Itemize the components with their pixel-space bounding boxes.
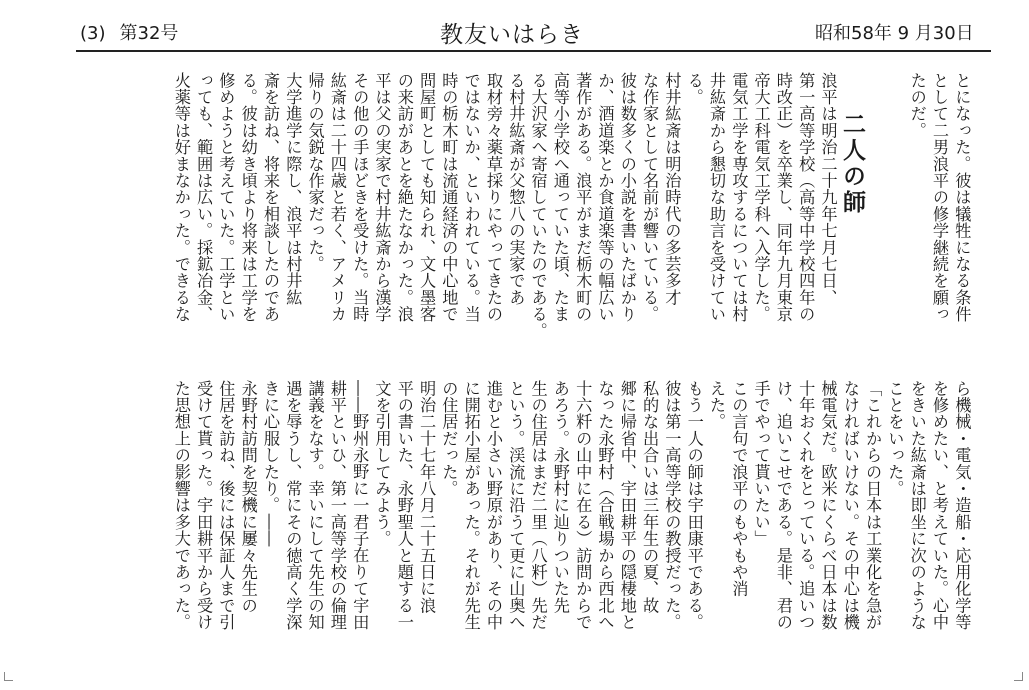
text-column: 耕平といひ、第一高等学校の倫理 <box>327 380 347 631</box>
text-column: 彼は第一高等学校の教授だった。 <box>662 380 682 631</box>
text-column: 斎を訪ね、将来を相談したのであ <box>260 72 280 323</box>
text-column: 明治二十七年八月二十五日に浪 <box>417 380 437 614</box>
text-column: 十六粁の山中に在る）訪問からで <box>573 380 593 631</box>
text-column: け、追いこせである。是非、君の <box>773 380 793 631</box>
text-column: か、酒道楽とか食道楽等の幅広い <box>595 72 615 323</box>
publication-date: 昭和58年 9 月30日 <box>815 23 974 44</box>
text-column: 生の住居はまだ二里（八粁）先だ <box>528 380 548 631</box>
text-column: 郷に帰省中、宇田耕平の隠棲地と <box>617 380 637 631</box>
text-column: をきいた紘斎は即坐に次のような <box>907 380 927 631</box>
text-column: た思想上の影響は多大であった。 <box>171 380 191 631</box>
text-column: 高等小学校へ通っていた頃、たま <box>550 72 570 323</box>
text-column: 械電気だ。欧米にくらべ日本は数 <box>818 380 838 631</box>
page-issue-label <box>80 19 178 45</box>
issue-number: 第32号 <box>119 23 179 44</box>
scan-corner-mark <box>1014 672 1023 681</box>
text-column: 村井紘斎は明治時代の多芸多才 <box>662 72 682 306</box>
text-column: もう一人の師は宇田康平である。 <box>684 380 704 631</box>
text-column: 進むと小さい野原があり、その中 <box>483 380 503 631</box>
text-column: 講義をなす。幸いにして先生の知 <box>305 380 325 631</box>
text-column: として二男浪平の修学継続を願っ <box>929 72 949 323</box>
text-column: 受けて貰った。宇田耕平から受け <box>194 380 214 631</box>
text-column: る村井紘斎が父惣八の実家であ <box>506 72 526 306</box>
text-column: 住居を訪ね、後には保証人まで引 <box>216 380 236 631</box>
text-column: 浪平は明治二十九年七月七日、 <box>818 72 838 306</box>
text-column: 大学進学に際し、浪平は村井紘 <box>283 72 303 306</box>
text-column: この言句で浪平のもやもや消 <box>729 380 749 598</box>
text-column: 「これからの日本は工業化を急が <box>863 380 883 631</box>
text-column: ことをいった。 <box>885 380 905 497</box>
text-column: たのだ。 <box>907 72 927 139</box>
text-column: る。彼は幼き頃より将来は工学を <box>238 72 258 323</box>
text-column: 文を引用してみよう。 <box>372 380 392 547</box>
text-column: という。渓流に沿うて更に山奥へ <box>506 380 526 631</box>
text-column: 彼は数多くの小説を書いたばかり <box>617 72 637 323</box>
scan-corner-mark <box>4 672 13 681</box>
text-column: に開拓小屋があった。それが先生 <box>461 380 481 631</box>
text-column: ――野州永野に一君子在りて宇田 <box>350 380 370 631</box>
text-column: なった永野村（合戦場から西北へ <box>595 380 615 631</box>
text-column: 修めようと考えていた。工学とい <box>216 72 236 323</box>
text-column: その他の手ほどきを受けた。当時 <box>350 72 370 323</box>
text-column: ら機械・電気・造船・応用化学等 <box>952 380 972 631</box>
text-column: えた。 <box>706 380 726 431</box>
text-column: 取材旁々薬草採りにやってきたの <box>483 72 503 323</box>
text-column: 火薬等は好まなかった。できるな <box>171 72 191 323</box>
text-column: 時改正）を卒業し、同年九月東京 <box>773 72 793 323</box>
text-column: 著作がある。浪平がまだ栃木町の <box>573 72 593 323</box>
text-column: きに心服したり。―― <box>260 380 280 547</box>
text-column: 問屋町としても知られ、文人墨客 <box>417 72 437 323</box>
text-column: の来訪があとを絶たなかった。浪 <box>394 72 414 323</box>
text-column: 私的な出合いは三年生の夏、故 <box>640 380 660 614</box>
text-column: 永野村訪問を契機に屢々先生の <box>238 380 258 614</box>
text-column: 紘斎は二十四歳と若く、アメリカ <box>327 72 347 323</box>
text-column: あろう。永野村に辿りついた先 <box>550 380 570 614</box>
header-rule <box>76 50 991 52</box>
text-column: 第一高等学校（高等中学校四年の <box>796 72 816 323</box>
text-column: 十年おくれをとっている。追いつ <box>796 380 816 631</box>
newsletter-title: 教友いはらき <box>440 22 584 48</box>
text-column: ではないか、といわれている。当 <box>461 72 481 323</box>
text-column: 井紘斎から懇切な助言を受けてい <box>706 72 726 323</box>
text-column: 時の栃木町は流通経済の中心地で <box>439 72 459 323</box>
text-column: る大沢家へ寄宿していたのである。 <box>528 72 548 340</box>
text-column: とになった。彼は犠牲になる条件 <box>952 72 972 323</box>
text-column: っても、範囲は広い。採鉱冶金、 <box>194 72 214 323</box>
text-column: 手でやって貰いたい」 <box>751 380 771 547</box>
text-column: な作家として名前が響いている。 <box>640 72 660 323</box>
section-heading: 二人の師 <box>839 112 865 216</box>
page-header <box>0 0 1029 58</box>
page-number: (3) <box>80 23 106 44</box>
text-column: 平は父の実家で村井紘斎から漢学 <box>372 72 392 323</box>
text-column: る。 <box>684 72 704 106</box>
text-column: の住居だった。 <box>439 380 459 497</box>
text-column: 帝大工科電気工学科へ入学した。 <box>751 72 771 323</box>
text-column: なければいけない。その中心は機 <box>840 380 860 631</box>
text-column: 平の書いた、永野聖人と題する一 <box>394 380 414 631</box>
text-column: を修めたい、と考えていた。心中 <box>929 380 949 631</box>
text-column: 電気工学を専攻するについては村 <box>729 72 749 323</box>
text-column: 帰りの気鋭な作家だった。 <box>305 72 325 273</box>
text-column: 遇を辱うし、常にその徳高く学深 <box>283 380 303 631</box>
